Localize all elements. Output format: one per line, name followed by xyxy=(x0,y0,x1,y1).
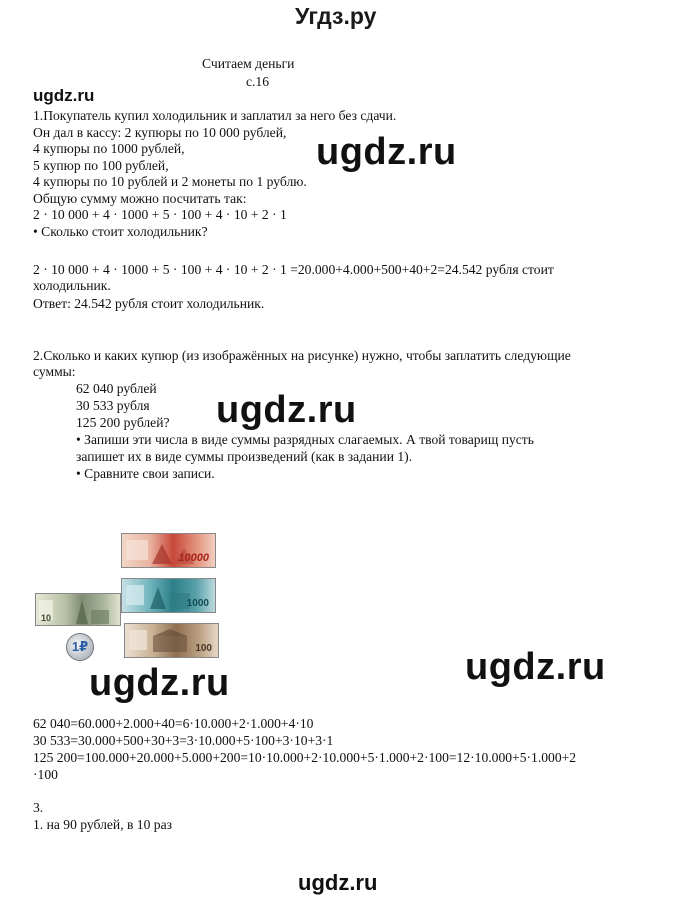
watermark-large: ugdz.ru xyxy=(465,646,606,688)
solution2-line: ·100 xyxy=(33,767,58,782)
task1-answer: Ответ: 24.542 рубля стоит холодильник. xyxy=(33,296,265,311)
task2-sum: 125 200 рублей? xyxy=(76,415,170,430)
task2-sum: 30 533 рубля xyxy=(76,398,150,413)
task2-question: 2.Сколько и каких купюр (из изображённых на рисунке) нужно, чтобы заплатить следующие xyxy=(33,348,571,363)
task3-number: 3. xyxy=(33,800,44,815)
solution2-line: 125 200=100.000+20.000+5.000+200=10·10.000+2·10.000+5·1.000+2·100=12·10.000+5·1.000+2 xyxy=(33,750,577,765)
page-number: с.16 xyxy=(246,74,270,89)
task2-question-cont: суммы: xyxy=(33,364,76,379)
watermark-large: ugdz.ru xyxy=(316,131,457,173)
task1-line: 5 купюр по 100 рублей, xyxy=(33,157,169,173)
task1-line: 1.Покупатель купил холодильник и заплатил за него без сдачи. xyxy=(33,108,397,123)
task2-instruction: • Запиши эти числа в виде суммы разрядных слагаемых. А твой товарищ пусть xyxy=(76,432,534,447)
banknote-10 xyxy=(35,593,121,626)
banknote-100 xyxy=(124,623,219,658)
banknote-100-value: 100 xyxy=(195,643,212,654)
solution2-line: 30 533=30.000+500+30+3=3·10.000+5·100+3·10+3·1 xyxy=(33,733,334,748)
task2-instruction: • Сравните свои записи. xyxy=(76,466,215,481)
task3-answer: 1. на 90 рублей, в 10 раз xyxy=(33,817,173,832)
task1-line: Он дал в кассу: 2 купюры по 10 000 рублей, xyxy=(33,124,287,140)
task1-line: 4 купюры по 10 рублей и 2 монеты по 1 рублю. xyxy=(33,174,307,189)
banknote-1000-value: 1000 xyxy=(186,598,209,609)
task1-solution-cont: холодильник. xyxy=(33,278,111,293)
banknote-10-value: 10 xyxy=(41,613,52,623)
task1-line: 2 · 10 000 + 4 · 1000 + 5 · 100 + 4 · 10 + 2 · 1 xyxy=(33,207,287,222)
lesson-title: Считаем деньги xyxy=(202,56,295,71)
banknote-10000-value: 10000 xyxy=(178,552,209,564)
banknote-10000 xyxy=(121,533,216,568)
watermark-bottom: ugdz.ru xyxy=(298,870,378,895)
watermark-small: ugdz.ru xyxy=(33,86,95,105)
task2-instruction: запишет их в виде суммы произведений (как в задании 1). xyxy=(76,449,413,464)
banknote-1000 xyxy=(121,578,216,613)
coin-1-ruble: 1₽ xyxy=(66,633,94,661)
solution2-line: 62 040=60.000+2.000+40=6·10.000+2·1.000+4·10 xyxy=(33,716,314,731)
task1-line: 4 купюры по 1000 рублей, xyxy=(33,141,185,156)
watermark-large: ugdz.ru xyxy=(89,662,230,704)
site-title[interactable]: Угдз.ру xyxy=(295,3,377,29)
task2-sum: 62 040 рублей xyxy=(76,381,157,396)
task1-block xyxy=(33,108,473,248)
task1-solution: 2 · 10 000 + 4 · 1000 + 5 · 100 + 4 · 10 + 2 · 1 =20.000+4.000+500+40+2=24.542 рубля стоит xyxy=(33,262,554,277)
task1-line: • Сколько стоит холодильник? xyxy=(33,223,208,239)
watermark-large: ugdz.ru xyxy=(216,389,357,431)
task1-line: Общую сумму можно посчитать так: xyxy=(33,190,247,206)
